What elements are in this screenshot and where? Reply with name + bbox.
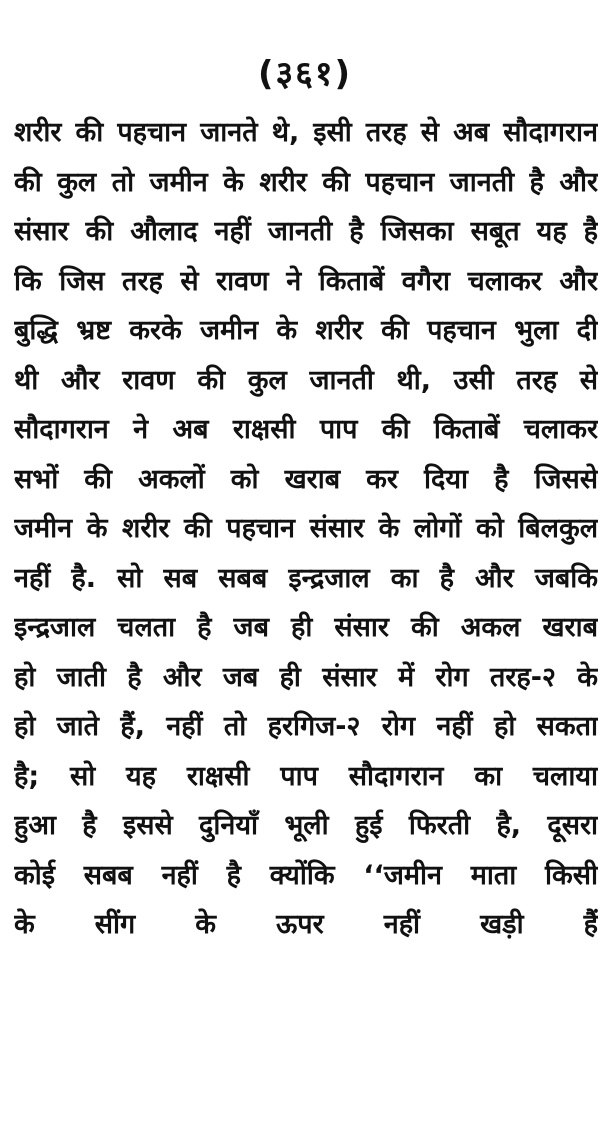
text-line: सभों की अकलों को खराब कर दिया है जिससे — [14, 463, 598, 495]
text-line: है; सो यह राक्षसी पाप सौदागरान का चलाया — [14, 760, 598, 792]
text-line: शरीर की पहचान जानते थे, इसी तरह से अब सौदागरान — [14, 117, 598, 148]
text-line: के सींग के ऊपर नहीं खड़ी हैं — [14, 909, 598, 940]
text-line: सौदागरान ने अब राक्षसी पाप की किताबें चलाकर — [14, 414, 598, 445]
text-line: नहीं है. सो सब सबब इन्द्रजाल का है और जबकि — [14, 562, 598, 594]
text-line: बुद्धि भ्रष्ट करके जमीन के शरीर की पहचान भुला दी — [14, 315, 598, 346]
text-line: की कुल तो जमीन के शरीर की पहचान जानती है और — [14, 166, 598, 198]
body-text — [14, 108, 598, 950]
text-line: इन्द्रजाल चलता है जब ही संसार की अकल खराब — [14, 612, 598, 643]
text-line: थी और रावण की कुल जानती थी, उसी तरह से — [14, 364, 598, 396]
text-line: कोई सबब नहीं है क्योंकि ‘‘जमीन माता किसी — [14, 859, 598, 891]
text-line: हुआ है इससे दुनियाँ भूली हुई फिरती है, दूसरा — [14, 810, 598, 841]
text-line: कि जिस तरह से रावण ने किताबें वगैरा चलाकर और — [14, 265, 598, 297]
page-number: (३६१) — [257, 54, 353, 94]
text-line: हो जाती है और जब ही संसार में रोग तरह-२ के — [14, 661, 598, 693]
text-line: जमीन के शरीर की पहचान संसार के लोगों को बिलकुल — [14, 513, 598, 544]
text-line: संसार की औलाद नहीं जानती है जिसका सबूत यह है — [14, 216, 598, 247]
text-line: हो जाते हैं, नहीं तो हरगिज-२ रोग नहीं हो सकता — [14, 711, 598, 742]
